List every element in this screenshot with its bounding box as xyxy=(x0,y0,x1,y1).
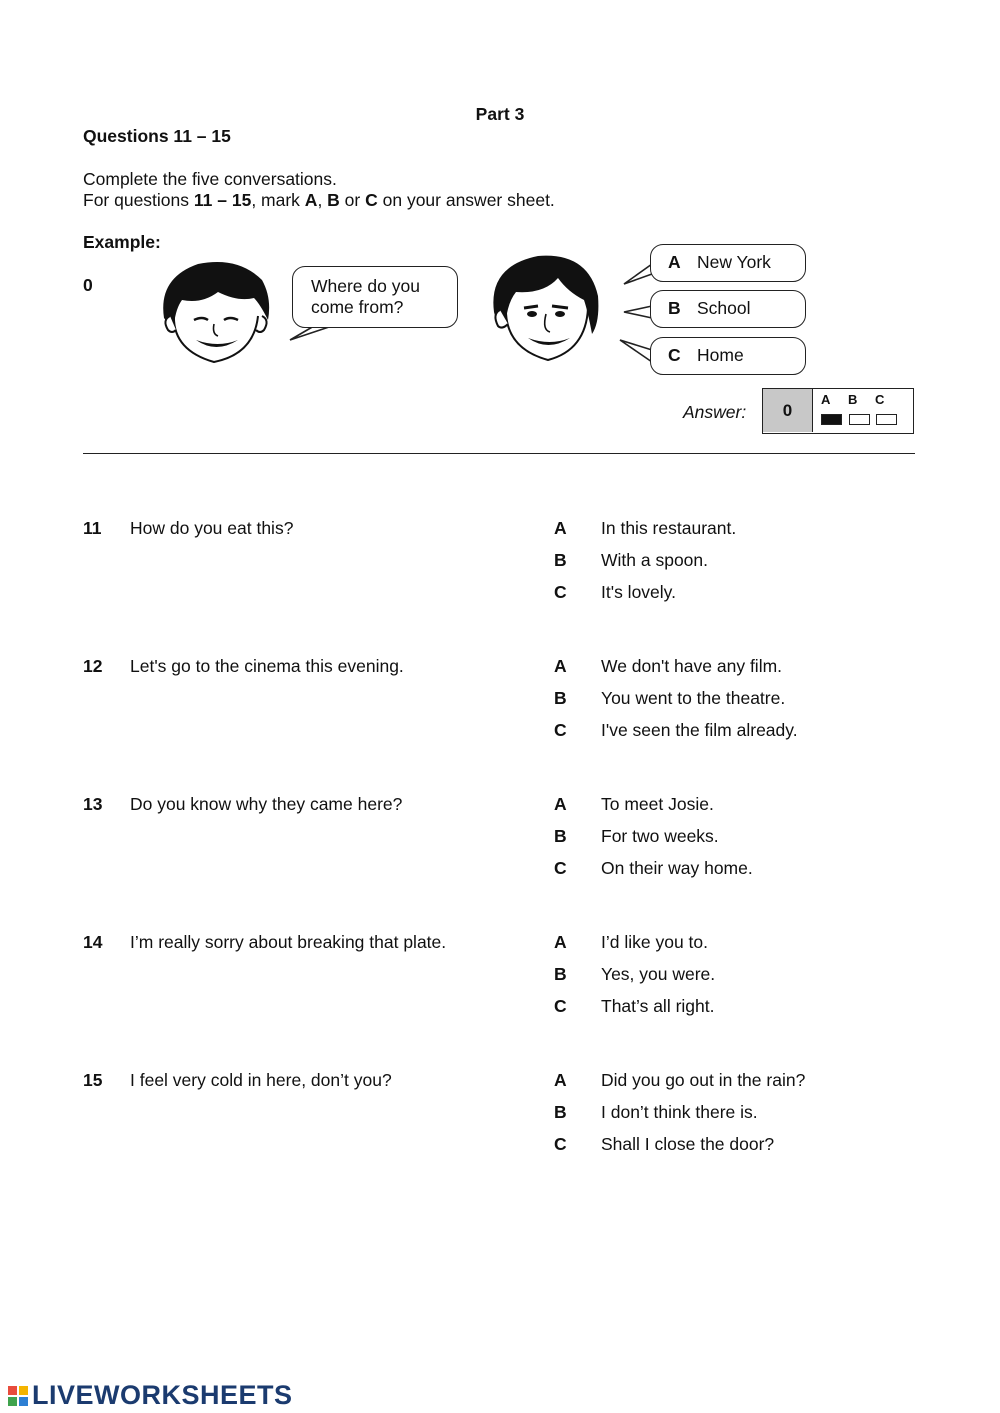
example-label: Example: xyxy=(83,232,161,252)
option-text[interactable]: To meet Josie. xyxy=(601,794,714,814)
answer-option-a-filled xyxy=(821,414,842,425)
option-text[interactable]: Did you go out in the rain? xyxy=(601,1070,806,1090)
example-option-a xyxy=(650,244,806,282)
option-letter[interactable]: C xyxy=(554,1134,567,1154)
answer-box xyxy=(762,388,914,434)
example-number: 0 xyxy=(83,275,93,295)
answer-letters xyxy=(821,392,902,407)
bubble-line-2: come from? xyxy=(311,297,404,317)
option-letter: A xyxy=(668,252,681,272)
logo-text: LIVEWORKSHEETS xyxy=(32,1380,293,1410)
instruction-line-1: Complete the five conversations. xyxy=(83,169,337,189)
option-letter: B xyxy=(668,298,681,318)
divider-line xyxy=(83,453,915,454)
option-text[interactable]: That’s all right. xyxy=(601,996,715,1016)
question-text: I feel very cold in here, don’t you? xyxy=(130,1070,392,1090)
logo-blocks-icon xyxy=(8,1386,28,1406)
option-letter[interactable]: A xyxy=(554,932,567,952)
option-text: School xyxy=(697,298,751,318)
option-text[interactable]: I've seen the film already. xyxy=(601,720,798,740)
option-letter[interactable]: B xyxy=(554,550,567,570)
option-text[interactable]: Shall I close the door? xyxy=(601,1134,775,1154)
option-letter[interactable]: C xyxy=(554,996,567,1016)
option-letter[interactable]: A xyxy=(554,1070,567,1090)
question-number: 15 xyxy=(83,1070,103,1090)
example-speech-bubble xyxy=(292,266,458,328)
answer-letter: C xyxy=(875,392,885,407)
option-letter[interactable]: C xyxy=(554,858,567,878)
option-text[interactable]: With a spoon. xyxy=(601,550,708,570)
bubble-line-1: Where do you xyxy=(311,276,420,296)
part-title: Part 3 xyxy=(475,104,525,124)
option-letter[interactable]: B xyxy=(554,964,567,984)
option-letter[interactable]: C xyxy=(554,720,567,740)
option-text[interactable]: On their way home. xyxy=(601,858,753,878)
option-letter[interactable]: A xyxy=(554,656,567,676)
liveworksheets-logo[interactable] xyxy=(8,1380,293,1411)
answer-number: 0 xyxy=(763,389,813,432)
example-option-c xyxy=(650,337,806,375)
example-option-b xyxy=(650,290,806,328)
option-text[interactable]: I don’t think there is. xyxy=(601,1102,758,1122)
option-text[interactable]: I’d like you to. xyxy=(601,932,708,952)
option-text: Home xyxy=(697,345,744,365)
question-text: Let's go to the cinema this evening. xyxy=(130,656,404,676)
instruction-range: 11 – 15 xyxy=(193,190,252,210)
instruction-line-2 xyxy=(83,190,555,211)
question-text: Do you know why they came here? xyxy=(130,794,403,814)
option-letter[interactable]: B xyxy=(554,826,567,846)
instruction-text: For questions xyxy=(83,190,194,210)
instruction-letter: B xyxy=(327,190,340,210)
instruction-text: on your answer sheet. xyxy=(377,190,555,210)
instruction-text: , mark xyxy=(251,190,305,210)
option-text[interactable]: You went to the theatre. xyxy=(601,688,786,708)
option-text[interactable]: It's lovely. xyxy=(601,582,676,602)
option-letter[interactable]: B xyxy=(554,688,567,708)
option-letter[interactable]: C xyxy=(554,582,567,602)
answer-option-b-empty xyxy=(849,414,870,425)
option-letter[interactable]: B xyxy=(554,1102,567,1122)
question-number: 13 xyxy=(83,794,103,814)
answer-letter: B xyxy=(848,392,858,407)
question-number: 14 xyxy=(83,932,103,952)
option-text[interactable]: Yes, you were. xyxy=(601,964,716,984)
answer-label: Answer: xyxy=(683,402,747,422)
option-letter[interactable]: A xyxy=(554,794,567,814)
option-text[interactable]: We don't have any film. xyxy=(601,656,783,676)
instruction-letter: A xyxy=(304,190,318,210)
option-text[interactable]: In this restaurant. xyxy=(601,518,737,538)
question-text: I’m really sorry about breaking that plate. xyxy=(130,932,447,952)
option-text[interactable]: For two weeks. xyxy=(601,826,719,846)
question-number: 12 xyxy=(83,656,103,676)
answer-letter: A xyxy=(821,392,831,407)
instruction-text: or xyxy=(339,190,366,210)
question-number: 11 xyxy=(83,518,102,538)
answer-option-c-empty xyxy=(876,414,897,425)
boy-face-illustration-2 xyxy=(488,252,604,364)
instruction-text: , xyxy=(317,190,328,210)
option-letter: C xyxy=(668,345,681,365)
option-text: New York xyxy=(697,252,771,272)
instruction-letter: C xyxy=(365,190,378,210)
question-text: How do you eat this? xyxy=(130,518,294,538)
boy-face-illustration-1 xyxy=(158,258,274,366)
option-letter[interactable]: A xyxy=(554,518,567,538)
questions-heading: Questions 11 – 15 xyxy=(83,126,231,146)
